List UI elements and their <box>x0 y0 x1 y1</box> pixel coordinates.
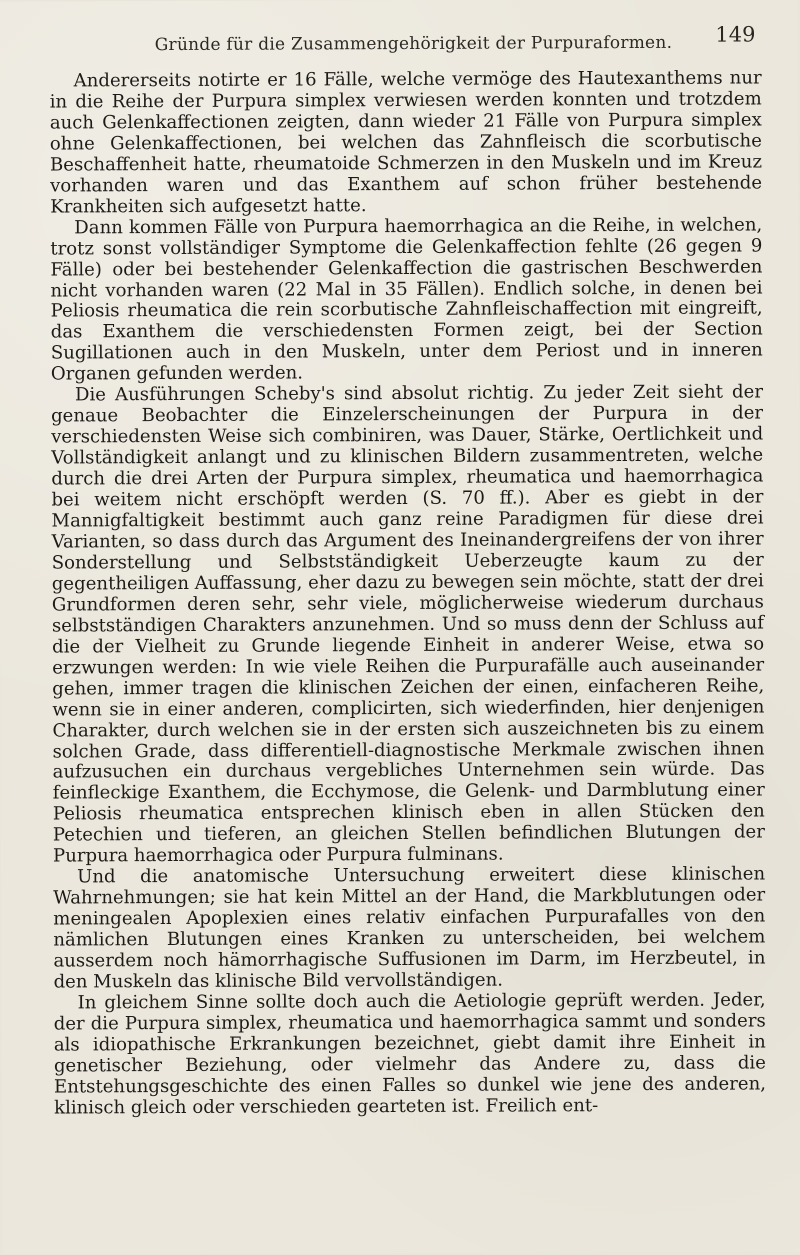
body-text <box>50 68 767 1119</box>
paragraph-4: Und die anatomische Untersuchung erweitert diese klinischen Wahrnehmungen; sie hat kein Mittel an der Hand, die Markblutungen oder meningealen Apoplexien eines relativ einfachen Purpurafalles von den nämlichen Blutungen eines Kranken zu unterscheiden, bei welchem ausserdem noch hämorrhagische Suffusionen im Darm, im Herzbeutel, in den Muskeln das klinische Bild vervollständigen. <box>53 863 766 993</box>
page-number: 149 <box>715 22 756 47</box>
running-head: Gründe für die Zusammengehörigkeit der Purpuraformen. <box>154 32 673 56</box>
paragraph-1: Andererseits notirte er 16 Fälle, welche vermöge des Hautexanthems nur in die Reihe der Purpura simplex verwiesen werden konnten und trotzdem auch Gelenkaffectionen zeigten, dann wieder 21 Fälle von Purpura simplex ohne Gelenkaffectionen, bei welchen das Zahnfleisch die scorbutische Beschaffenheit hatte, rheumatoide Schmerzen in den Muskeln und im Kreuz vorhanden waren und das Exanthem auf schon früher bestehende Krankheiten sich aufgesetzt hatte. <box>49 67 763 218</box>
paragraph-2: Dann kommen Fälle von Purpura haemorrhagica an die Reihe, in welchen, trotz sonst vollständiger Symptome die Gelenkaffection fehlte (26 gegen 9 Fälle) oder bei bestehender Gelenkaffection die gastrischen Beschwerden nicht vorhanden waren (22 Mal in 35 Fällen). Endlich solche, in denen bei Peliosis rheumatica die rein scorbutische Zahnfleischaffection mit eingreift, das Exanthem die verschiedensten Formen zeigt, bei der Section Sugillationen auch in den Muskeln, unter dem Periost und in inneren Organen gefunden werden. <box>50 214 763 385</box>
paragraph-3: Die Ausführungen Scheby's sind absolut richtig. Zu jeder Zeit sieht der genaue Beobachter die Einzelerscheinungen der Purpura in der verschiedensten Weise sich combiniren, was Dauer, Stärke, Oertlichkeit und Vollständigkeit anlangt und zu klinischen Bildern zusammentreten, welche durch die drei Arten der Purpura simplex, rheumatica und haemorrhagica bei weitem nicht erschöpft werden (S. 70 ff.). Aber es giebt in der Mannigfaltigkeit bestimmt auch ganz reine Paradigmen für diese drei Varianten, so dass durch das Argument des Ineinandergreifens der von ihrer Sonderstellung und Selbstständigkeit Ueberzeugte kaum zu der gegentheiligen Auffassung, eher dazu zu bewegen sein möchte, statt der drei Grundformen deren sehr, sehr viele, möglicherweise wiederum durchaus selbstständigen Charakters anzunehmen. Und so muss denn der Schluss auf die der Vielheit zu Grunde liegende Einheit in anderer Weise, etwa so erzwungen werden: In wie viele Reihen die Purpurafälle auch auseinander gehen, immer tragen die klinischen Zeichen der einen, einfacheren Reihe, wenn sie in einer anderen, complicirten, sich wiederfinden, hier denjenigen Charakter, durch welchen sie in der ersten sich auszeichneten bis zu einem solchen Grade, dass differentiell-diagnostische Merkmale zwischen ihnen aufzusuchen ein durchaus vergebliches Unternehmen sein würde. Das feinfleckige Exanthem, die Ecchymose, die Gelenk- und Darmblutung einer Peliosis rheumatica entsprechen klinisch eben in allen Stücken den Petechien und tieferen, an gleichen Stellen befindlichen Blutungen der Purpura haemorrhagica oder Purpura fulminans. <box>51 381 765 867</box>
page-header <box>49 22 777 65</box>
paragraph-5: In gleichem Sinne sollte doch auch die Aetiologie geprüft werden. Jeder, der die Purpura simplex, rheumatica und haemorrhagica sammt und sonders als idiopathische Erkrankungen bezeichnet, giebt damit ihre Einheit in genetischer Beziehung, oder vielmehr das Andere zu, dass die Entstehungsgeschichte des einen Falles so dunkel wie jene des anderen, klinisch gleich oder verschieden gearteten ist. Freilich ent- <box>53 989 767 1119</box>
